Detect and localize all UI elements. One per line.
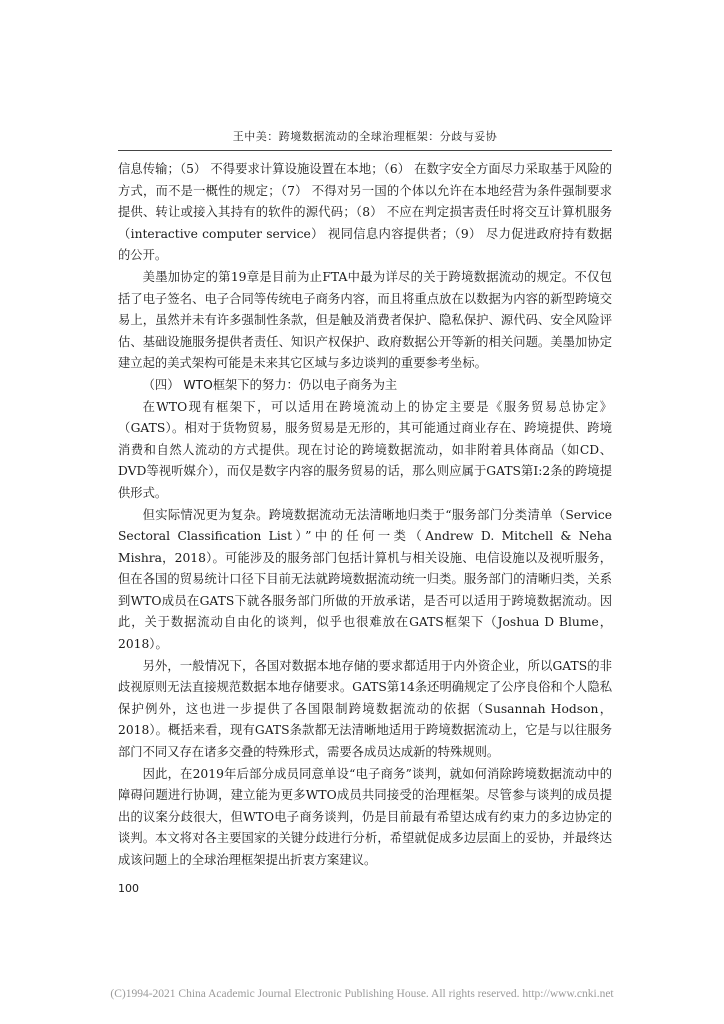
paragraph-local-storage: 另外，一般情况下，各国对数据本地存储的要求都适用于内外资企业，所以GATS的非歧视原则无法直接规范数据本地存储要求。GATS第14条还明确规定了公序良俗和个人隐私保护例外，这也进一步提供了各国限制跨境数据流动的依据（Susannah Hodson，2018）。概括来看，现有GATS条款都无法清晰地适用于跨境数据流动上，它是与以往服务部门不同又存在诸多交叠的特殊形式，需要各成员达成新的特殊规则。 (118, 658, 612, 760)
article-body (118, 159, 612, 872)
paragraph-gats: 在WTO现有框架下，可以适用在跨境流动上的协定主要是《服务贸易总协定》（GATS）。相对于货物贸易，服务贸易是无形的，其可能通过商业存在、跨境提供、跨境消费和自然人流动的方式提供。现在讨论的跨境数据流动，如非附着具体商品（如CD、DVD等视听媒介），而仅是数字内容的服务贸易的话，那么则应属于GATS第I:2条的跨境提供形式。 (118, 399, 612, 500)
page-number: 100 (118, 882, 139, 895)
paragraph-conclusion: 因此，在2019年后部分成员同意单设“电子商务”谈判，就如何消除跨境数据流动中的障碍问题进行协调，建立能为更多WTO成员共同接受的治理框架。尽管参与谈判的成员提出的议案分歧很大，但WTO电子商务谈判，仍是目前最有希望达成有约束力的多边协定的谈判。本文将对各主要国家的关键分歧进行分析，希望就促成多边层面上的妥协，并最终达成该问题上的全球治理框架提出折衷方案建议。 (118, 766, 612, 867)
section-heading-wto: （四） WTO框架下的努力：仍以电子商务为主 (142, 377, 398, 392)
paragraph-complexity: 但实际情况更为复杂。跨境数据流动无法清晰地归类于“服务部门分类清单（Service Sectoral Classification List）”中的任何一类（Andrew D. Mitchell & Neha Mishra，2018）。可能涉及的服务部门包括计算机与相关设施、电信设施以及视听服务，但在各国的贸易统计口径下目前无法就跨境数据流动统一归类。服务部门的清晰归类，关系到WTO成员在GATS下就各服务部门所做的开放承诺，是否可以适用于跨境数据流动。因此，关于数据流动自由化的谈判，似乎也很难放在GATS框架下（Joshua D Blume，2018）。 (118, 507, 612, 652)
paragraph-continuation: 信息传输；（5） 不得要求计算设施设置在本地；（6） 在数字安全方面尽力采取基于风险的方式，而不是一概性的规定；（7） 不得对另一国的个体以允许在本地经营为条件强制要求提供、转让或接入其持有的软件的源代码；（8） 不应在判定损害责任时将交互计算机服务（interactive computer service） 视同信息内容提供者；（9） 尽力促进政府持有数据的公开。 (118, 162, 612, 263)
paragraph-usmca: 美墨加协定的第19章是目前为止FTA中最为详尽的关于跨境数据流动的规定。不仅包括了电子签名、电子合同等传统电子商务内容，而且将重点放在以数据为内容的新型跨境交易上，虽然并未有许多强制性条款，但是触及消费者保护、隐私保护、源代码、安全风险评估、基础设施服务提供者责任、知识产权保护、政府数据公开等新的相关问题。美墨加协定建立起的美式架构可能是未来其它区域与多边谈判的重要参考坐标。 (118, 269, 612, 371)
copyright-notice: (C)1994-2021 China Academic Journal Electronic Publishing House. All rights reserved. http://www.cnki.net (110, 988, 614, 1000)
header-rule (118, 150, 612, 151)
running-header: 王中美：跨境数据流动的全球治理框架：分歧与妥协 (232, 130, 498, 143)
